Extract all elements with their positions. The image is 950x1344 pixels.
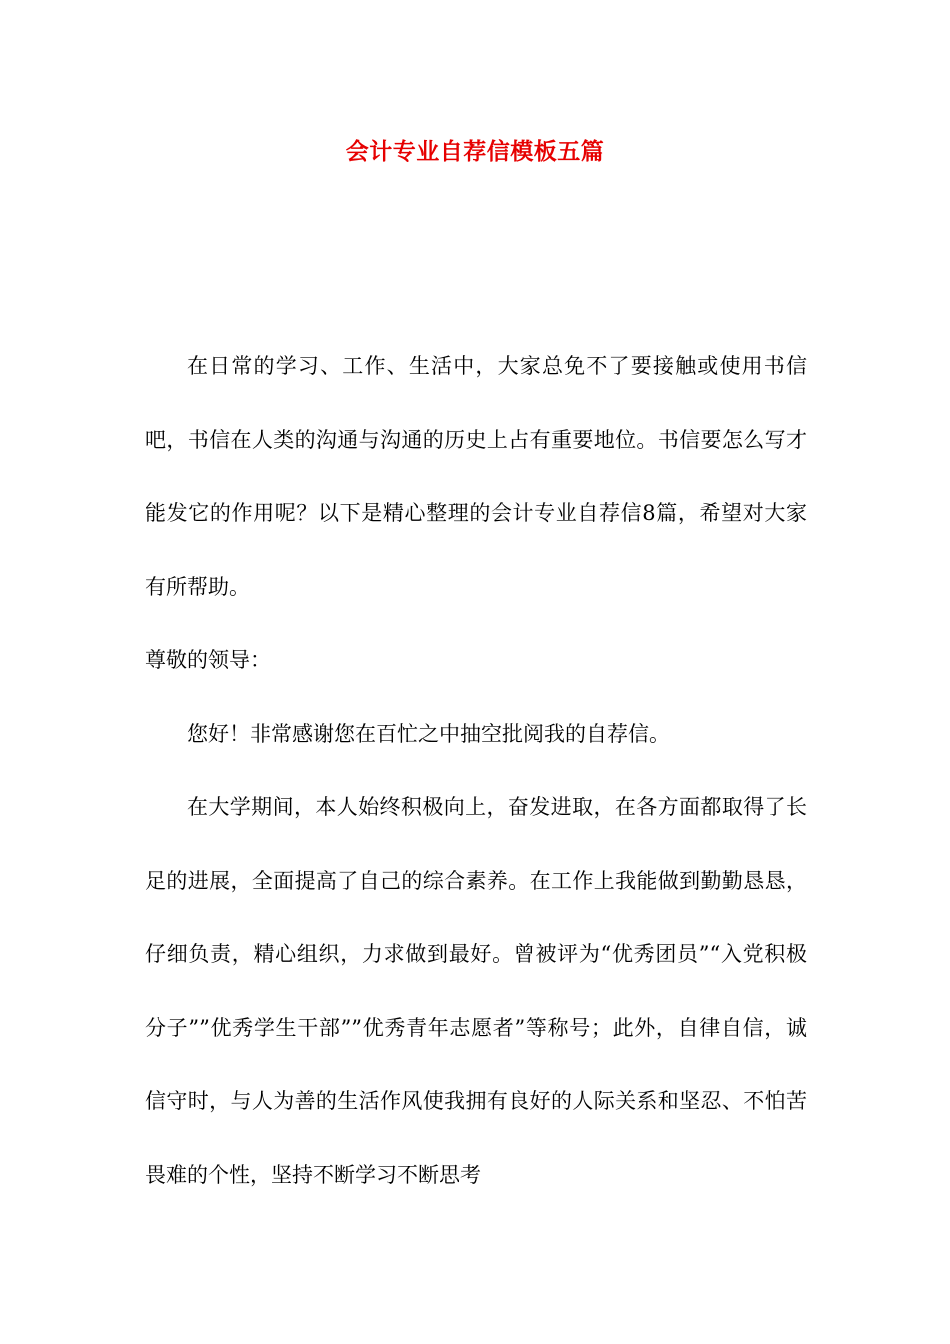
paragraph-greeting: 您好！非常感谢您在百忙之中抽空批阅我的自荐信。 (187, 721, 670, 746)
paragraph-body: 在大学期间，本人始终积极向上，奋发进取，在各方面都取得了长足的进展，全面提高了自己的综合素养。在工作上我能做到勤勤恳恳，仔细负责，精心组织，力求做到最好。曾被评为“优秀团员”“入党积极分子””优秀学生干部””优秀青年志愿者”等称号；此外，自律自信，诚信守时，与人为善的生活作风使我拥有良好的人际关系和坚忍、不怕苦畏难的个性，坚持不断学习不断思考 (145, 795, 807, 1187)
paragraph-intro: 在日常的学习、工作、生活中，大家总免不了要接触或使用书信吧，书信在人类的沟通与沟通的历史上占有重要地位。书信要怎么写才能发它的作用呢？以下是精心整理的会计专业自荐信8篇，希望对大家有所帮助。 (145, 354, 807, 599)
paragraph-salutation: 尊敬的领导： (145, 648, 271, 672)
document-title: 会计专业自荐信模板五篇 (345, 138, 605, 165)
document-body (145, 330, 807, 1212)
